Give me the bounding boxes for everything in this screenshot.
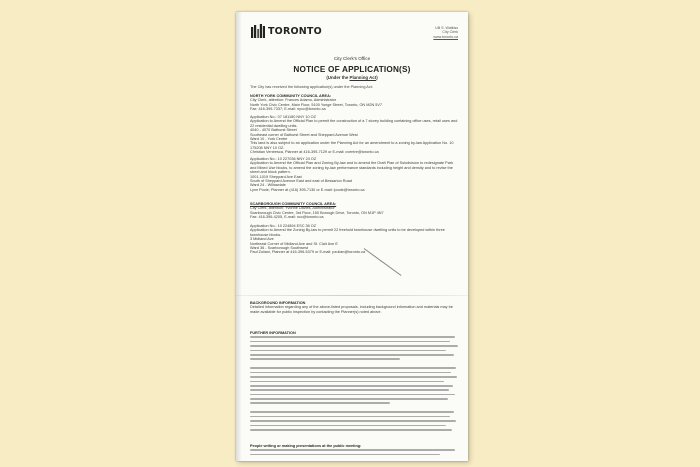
text-line [250,429,452,431]
north-york-contact: City Clerk, attention: Frances Adamo, Administrator [250,98,337,103]
text-line [250,425,446,427]
scarborough-section [250,202,460,220]
subtitle-act: Planning Act [349,75,377,80]
app2-corner: South of Sheppard Avenue East and east of Bessarion Road [250,179,352,184]
background-heading: BACKGROUND INFORMATION [250,301,306,305]
text-line [250,420,456,422]
clerk-title: City Clerk [442,30,458,35]
north-york-heading: NORTH YORK COMMUNITY COUNCIL AREA: [250,94,332,98]
text-line [250,372,451,374]
office-name: City Clerk's Office [333,56,371,61]
text-line [250,376,457,378]
north-york-section [250,94,460,112]
app1-planner: Christian Ventresca, Planner at 416-395-7129 or E-mail: cventre@toronto.ca [250,150,379,155]
subtitle-suffix: ) [376,75,378,80]
text-line [250,336,455,338]
app3-planner: Paul Zuliani, Planner at 416-396-5379 or E-mail: pzulian@toronto.ca [250,250,366,255]
notice-document [236,12,468,461]
app1-ward: Ward 10 - York Centre [250,137,288,142]
app2-number: Application No.: 10 227036 NNY 24 OZ [250,157,317,161]
app2-planner: Lynn Poole, Planner at (416) 395-7130 or E-mail: lpoole@toronto.ca [250,187,365,192]
application-2 [250,157,460,192]
logo-wordmark: TORONTO [268,25,322,37]
text-line [250,354,454,356]
text-line [250,358,400,360]
page-fold [236,295,468,296]
page-title: NOTICE OF APPLICATION(S) [293,65,411,74]
scarborough-contact: City Clerk, attention: Yvonne Davies, Administrator [250,206,335,211]
app3-number: Application No.: 10 224894 ESC 36 OZ [250,224,317,228]
app3-corner: Northeast Corner of Midland Ave and St. Clair Ave E [250,241,338,246]
application-1 [250,115,460,155]
text-line [250,394,455,396]
app1-note: This land is also subject to an application under the Planning Act for an amendment to a zoning by-law Application No. 10 175208 NNY 10 OZ. [250,141,454,150]
app1-location: 4040 - 4070 Bathurst Street [250,128,297,133]
text-line [250,345,458,347]
clerk-header [433,26,458,39]
app2-ward: Ward 24 - Willowdale [250,183,286,188]
text-line [250,341,450,343]
scarborough-heading: SCARBOROUGH COMMUNITY COUNCIL AREA: [250,202,337,206]
app1-description: Application to Amend the Official Plan to permit the construction of a 7 storey building containing office uses, retail uses and 22 residential dwelling units. [250,119,458,128]
intro-text: The City has received the following application(s) under the Planning Act: [250,85,373,89]
text-line [250,449,455,451]
footer-section [250,444,460,458]
app3-ward: Ward 36 - Scarborough Southwest [250,246,309,251]
scarborough-fax: Fax: 416-396-4205, E-mail: scc@toronto.ca [250,215,324,220]
app3-location: 3 Midland Ave [250,237,274,242]
subtitle-prefix: (Under the [326,75,350,80]
clerk-name: Ulli S. Watkiss [435,26,458,30]
app3-description: Application to Amend the Zoning By-law to permit 22 freehold townhouse dwelling units to be developed within three townhouse blocks. [250,228,445,237]
text-line [250,416,450,418]
text-line [250,389,449,391]
application-3 [250,224,460,255]
background-text: Detailed information regarding any of the above-listed proposals, including background information and materials may be made available for public inspection by contacting the Planner(s) noted above. [250,305,453,314]
text-line [250,350,446,352]
further-info-heading: FURTHER INFORMATION [250,331,296,335]
page-subtitle [236,75,468,80]
website-link[interactable]: www.toronto.ca [433,34,458,39]
city-hall-icon [250,24,266,38]
app2-description: Application to Amend the Official Plan and Zoning By-law and to amend the Draft Plan of Subdivision to redesignate Park and Mixed Use blocks, to amend the zoning by-law performance standards including height and density and to revise the street and block pattern. [250,161,453,175]
further-info-section [250,331,460,433]
background-section [250,301,460,314]
text-line [250,398,448,400]
scarborough-address: Scarborough Civic Centre, 3rd Floor, 150 Borough Drive, Toronto, ON M1P 4N7 [250,210,384,215]
app2-location: 1001-1019 Sheppard Ave East [250,174,302,179]
text-line [250,454,440,456]
footer-lead: People writing or making presentations at the public meeting: [250,444,362,448]
text-line [250,402,390,404]
toronto-logo [250,24,322,38]
text-line [250,385,453,387]
further-info-body [250,336,460,430]
north-york-address: North York Civic Centre, Main Floor, 5100 Yonge Street, Toronto, ON M2N 5V7 [250,102,383,107]
text-line [250,411,454,413]
text-line [250,381,444,383]
north-york-fax: Fax: 416-395-7337; E-mail: nycc@toronto.ca [250,107,326,112]
app1-corner: Southeast corner of Bathurst Street and Sheppard Avenue West [250,132,358,137]
text-line [250,367,456,369]
app1-number: Application No.: 07 181180 NNY 10 OZ [250,115,316,119]
